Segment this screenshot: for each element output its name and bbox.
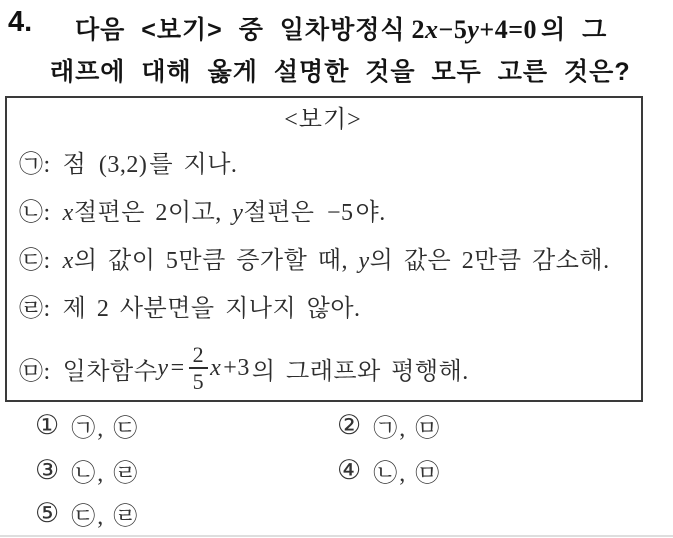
item-text: 의 값이 5만큼 증가할 때, bbox=[73, 248, 359, 274]
choice-3[interactable] bbox=[35, 453, 139, 488]
item-var-y: y bbox=[232, 200, 244, 226]
item-var-x: x bbox=[210, 354, 222, 381]
equation-coefficient: 2 bbox=[411, 15, 426, 44]
item-math-equals: = bbox=[170, 354, 185, 381]
item-marker-nieun: ㉡: bbox=[19, 200, 51, 226]
item-math-plus3: +3 bbox=[223, 354, 250, 381]
question-text-line2: 래프에 대해 옳게 설명한 것을 모두 고른 것은? bbox=[50, 58, 631, 86]
item-math-point: (3,2) bbox=[98, 152, 148, 178]
choice-2-number: ② bbox=[337, 410, 362, 440]
item-math-minus5: −5 bbox=[326, 200, 354, 226]
choice-5[interactable] bbox=[35, 496, 139, 531]
item-text: 일차함수 bbox=[62, 358, 158, 385]
choice-1[interactable] bbox=[35, 408, 139, 443]
bogi-item-5 bbox=[19, 340, 627, 396]
fraction-two-fifths bbox=[189, 342, 209, 395]
choice-3-number: ③ bbox=[35, 455, 60, 485]
fraction-numerator: 2 bbox=[192, 341, 205, 367]
equation-term-minus5: −5 bbox=[438, 15, 468, 44]
choice-2[interactable] bbox=[337, 408, 441, 443]
choice-4-number: ④ bbox=[337, 455, 362, 485]
equation-term-constant: +4=0 bbox=[479, 15, 538, 44]
item-var-y: y bbox=[358, 248, 370, 274]
item-text: 의 값은 2만큼 감소해. bbox=[369, 248, 610, 274]
choice-2-labels: ㉠, ㉤ bbox=[373, 416, 442, 442]
item-text: 를 지나. bbox=[149, 152, 238, 178]
item-marker-digeut: ㉢: bbox=[19, 248, 51, 274]
item-var-y: y bbox=[157, 354, 169, 381]
question-text-post: 의 그 bbox=[541, 16, 608, 44]
item-text: 제 2 사분면을 지나지 않아. bbox=[62, 296, 361, 322]
question-text-pre: 다음 <보기> 중 일차방정식 bbox=[75, 16, 406, 44]
choice-4-labels: ㉡, ㉤ bbox=[373, 461, 442, 487]
question-text-line1 bbox=[75, 10, 607, 46]
item-var-x: x bbox=[62, 248, 74, 274]
question-number: 4. bbox=[8, 6, 33, 38]
item-text: 점 bbox=[62, 152, 97, 178]
bogi-item-4 bbox=[19, 292, 627, 326]
item-marker-giyeok: ㉠: bbox=[19, 152, 51, 178]
item-text: 절편은 bbox=[243, 200, 325, 226]
fraction-denominator: 5 bbox=[189, 367, 209, 394]
choice-5-number: ⑤ bbox=[35, 498, 60, 528]
choice-4[interactable] bbox=[337, 453, 441, 488]
choice-5-labels: ㉢, ㉣ bbox=[71, 504, 140, 530]
equation-variable-y: y bbox=[467, 15, 480, 44]
bogi-item-2 bbox=[19, 196, 627, 230]
choice-1-labels: ㉠, ㉢ bbox=[71, 416, 140, 442]
bogi-title: <보기> bbox=[284, 107, 362, 133]
bogi-box bbox=[5, 96, 643, 402]
scan-bottom-rule bbox=[0, 535, 673, 537]
equation-variable-x: x bbox=[425, 15, 439, 44]
item-marker-mieum: ㉤: bbox=[19, 358, 51, 385]
item-var-x: x bbox=[62, 200, 74, 226]
item-text: 절편은 2이고, bbox=[73, 200, 233, 226]
choice-1-number: ① bbox=[35, 410, 60, 440]
bogi-item-3 bbox=[19, 244, 627, 278]
item-marker-rieul: ㉣: bbox=[19, 296, 51, 322]
item-text: 야. bbox=[355, 200, 386, 226]
item-text: 의 그래프와 평행해. bbox=[251, 358, 469, 385]
bogi-item-1 bbox=[19, 148, 627, 182]
bogi-items bbox=[19, 148, 627, 396]
choice-3-labels: ㉡, ㉣ bbox=[71, 461, 140, 487]
